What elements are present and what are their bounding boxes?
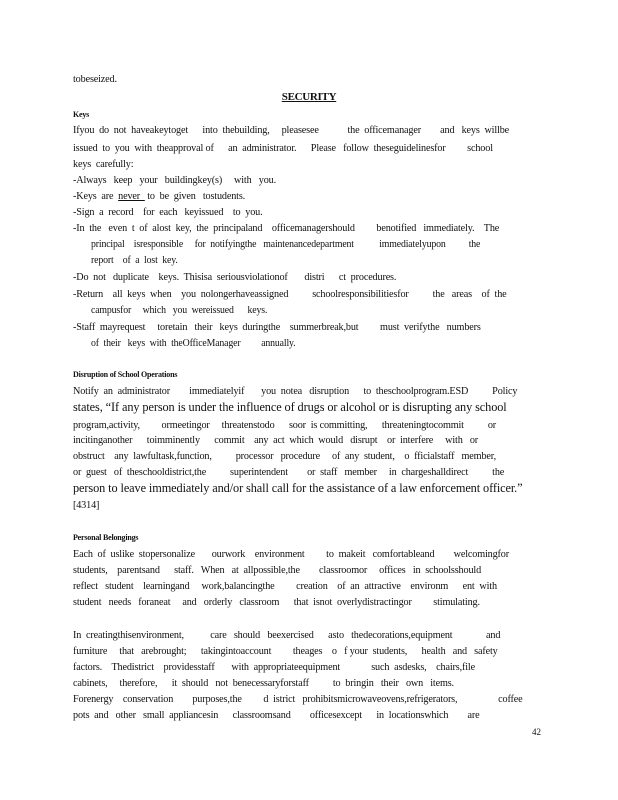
keys-heading: Keys <box>73 110 90 119</box>
keys-bullet: -Staff mayrequest toretain their keys duringthe summerbreak,but must verifythe numbers <box>73 322 481 333</box>
disruption-quote-line: states, “If any person is under the influence of drugs or alcohol or is disrupting any school <box>73 400 507 414</box>
belongings-line: In creatingthisenvironment, care should beexercised asto thedecorations,equipment and <box>73 630 501 641</box>
belongings-line: Each of uslike stopersonalize ourwork environment to makeit comfortableand welcomingfor <box>73 549 509 560</box>
section-title: SECURITY <box>281 91 337 103</box>
top-line: tobeseized. <box>73 74 117 85</box>
belongings-heading: Personal Belongings <box>73 533 139 542</box>
belongings-line: Forenergy conservation purposes,the d istrict prohibitsmicrowaveovens,refrigerators, coffee <box>73 694 523 705</box>
belongings-line: students, parentsand staff. When at allpossible,the classroomor offices in schoolsshould <box>73 565 482 576</box>
keys-bullet: -In the even t of alost key, the principaland officemanagershould benotified immediately. The <box>73 223 500 234</box>
belongings-line: factors. Thedistrict providesstaff with appropriateequipment such asdesks, chairs,file <box>73 662 475 673</box>
disruption-line: program,activity, ormeetingor threatenstodo soor is committing, threateningtocommit or <box>73 420 497 431</box>
keys-bullet-cont: report of a lost key. <box>91 255 178 266</box>
belongings-line: cabinets, therefore, it should not benecessaryforstaff to bringin their own items. <box>73 678 454 689</box>
keys-bullet-cont: of their keys with theOfficeManager annually. <box>91 338 296 349</box>
keys-bullet-cont: campusfor which you wereissued keys. <box>91 305 268 316</box>
disruption-line: Notify an administrator immediatelyif you notea disruption to theschoolprogram.ESD Policy <box>73 386 518 397</box>
keys-bullet: -Do not duplicate keys. Thisisa seriousviolationof distri ct procedures. <box>73 272 397 283</box>
keys-line: issued to you with theapproval of an administrator. Please follow theseguidelinesfor school <box>73 143 493 154</box>
belongings-line: student needs foraneat and orderly classroom that isnot overlydistractingor stimulating. <box>73 597 480 608</box>
disruption-line: obstruct any lawfultask,function, processor procedure of any student, o fficialstaff member, <box>73 451 496 462</box>
keys-bullet: -Keys are never to be given tostudents. <box>73 191 246 202</box>
belongings-line: furniture that arebrought; takingintoaccount theages o f your students, health and safety <box>73 646 498 657</box>
keys-bullet: -Return all keys when you nolongerhaveassigned schoolresponsibilitiesfor the areas of the <box>73 289 507 300</box>
disruption-heading: Disruption of School Operations <box>73 370 178 379</box>
disruption-line: or guest of theschooldistrict,the superintendent or staff member in chargeshalldirect the <box>73 467 505 478</box>
keys-bullet: -Always keep your buildingkey(s) with you. <box>73 175 276 186</box>
belongings-line: reflect student learningand work,balancingthe creation of an attractive environm ent with <box>73 581 497 592</box>
keys-bullet: -Sign a record for each keyissued to you. <box>73 207 263 218</box>
policy-ref: [4314] <box>73 500 100 511</box>
keys-line: keys carefully: <box>73 159 134 170</box>
keys-bullet-cont: principal isresponsible for notifyingthe maintenancedepartment immediatelyupon the <box>91 239 481 250</box>
belongings-line: pots and other small appliancesin classroomsand officesexcept in locationswhich are <box>73 710 480 721</box>
disruption-line: incitinganother toimminently commit any act which would disrupt or interfere with or <box>73 435 479 446</box>
page-number: 42 <box>532 727 541 737</box>
disruption-quote-line: person to leave immediately and/or shall call for the assistance of a law enforcement officer.” <box>73 481 523 495</box>
keys-line: Ifyou do not haveakeytoget into thebuilding, pleasesee the officemanager and keys willbe <box>73 125 510 136</box>
